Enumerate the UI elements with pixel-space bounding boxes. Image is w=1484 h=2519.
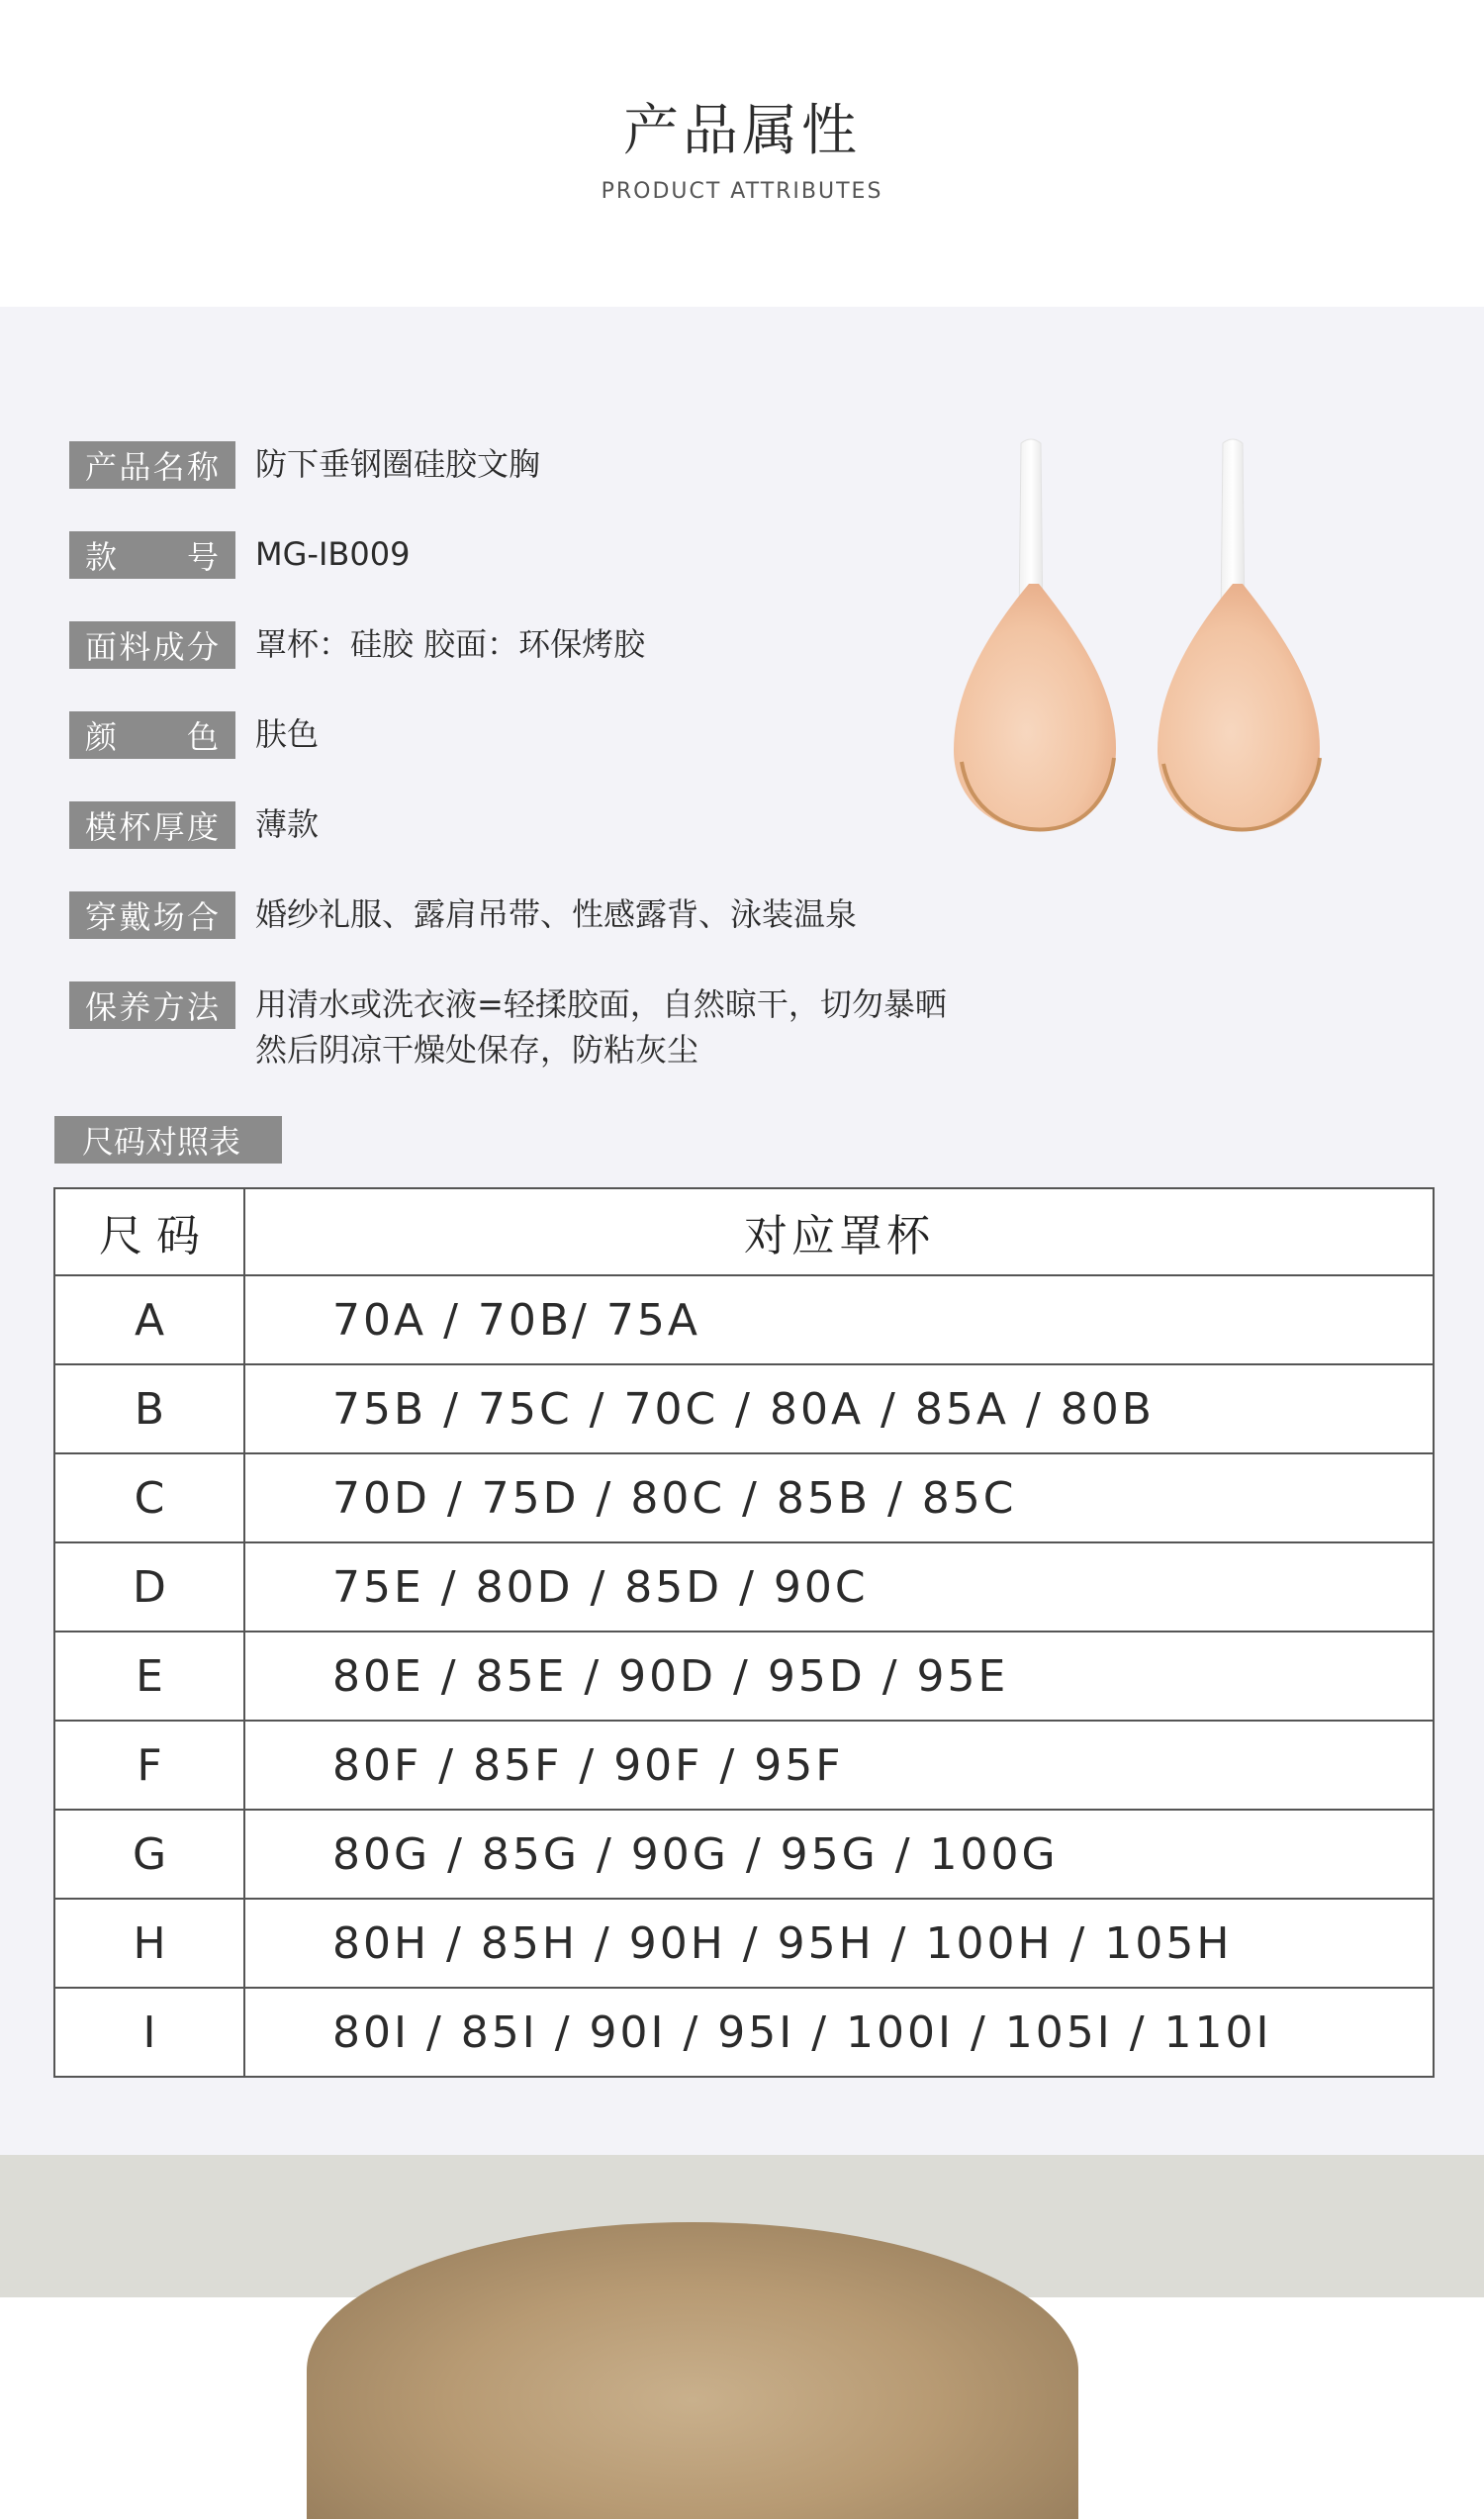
header-size: 尺 码 [54, 1188, 244, 1275]
size-cell: D [54, 1542, 244, 1632]
attribute-row-model [69, 531, 410, 579]
table-row [54, 1988, 1434, 2077]
size-cell: E [54, 1632, 244, 1721]
table-row [54, 1721, 1434, 1810]
attribute-label: 模杯厚度 [69, 801, 235, 849]
attribute-value: 防下垂钢圈硅胶文胸 [255, 445, 541, 483]
cups-cell: 70D / 75D / 80C / 85B / 85C [244, 1453, 1434, 1542]
attribute-row-material [69, 621, 645, 669]
attribute-row-color [69, 711, 319, 759]
attribute-row-thickness [69, 801, 319, 849]
attribute-value: 罩杯：硅胶 胶面：环保烤胶 [255, 625, 646, 663]
cups-cell: 80G / 85G / 90G / 95G / 100G [244, 1810, 1434, 1899]
cups-cell: 80H / 85H / 90H / 95H / 100H / 105H [244, 1899, 1434, 1988]
attribute-row-name [69, 441, 540, 489]
attribute-label: 产品名称 [69, 441, 235, 489]
cups-cell: 70A / 70B/ 75A [244, 1275, 1434, 1364]
header-cups: 对应罩杯 [244, 1188, 1434, 1275]
size-chart-tag: 尺码对照表 [54, 1116, 282, 1164]
size-cell: B [54, 1364, 244, 1453]
attribute-value: MG-IB009 [255, 535, 411, 573]
table-row [54, 1810, 1434, 1899]
product-image-silicone-cups [940, 435, 1336, 851]
cups-cell: 75B / 75C / 70C / 80A / 85A / 80B [244, 1364, 1434, 1453]
cups-cell: 80F / 85F / 90F / 95F [244, 1721, 1434, 1810]
size-cell: G [54, 1810, 244, 1899]
size-cell: C [54, 1453, 244, 1542]
left-cup [954, 439, 1116, 831]
attribute-label: 保养方法 [69, 981, 235, 1029]
attribute-value: 薄款 [255, 805, 320, 843]
table-row [54, 1364, 1434, 1453]
section-subtitle: PRODUCT ATTRIBUTES [601, 179, 883, 204]
section-header [0, 0, 1484, 307]
section-title: 产品属性 [623, 99, 861, 163]
model-hair-image [307, 2222, 1078, 2519]
size-cell: H [54, 1899, 244, 1988]
cups-cell: 75E / 80D / 85D / 90C [244, 1542, 1434, 1632]
attribute-label: 面料成分 [69, 621, 235, 669]
table-row [54, 1542, 1434, 1632]
attribute-value: 肤色 [255, 715, 320, 753]
size-cell: F [54, 1721, 244, 1810]
attribute-label: 穿戴场合 [69, 891, 235, 939]
attribute-row-care [69, 981, 947, 1073]
table-row [54, 1632, 1434, 1721]
cups-cell: 80E / 85E / 90D / 95D / 95E [244, 1632, 1434, 1721]
attribute-label: 颜 色 [69, 711, 235, 759]
size-cell: A [54, 1275, 244, 1364]
size-cell: I [54, 1988, 244, 2077]
attribute-row-occasion [69, 891, 857, 939]
size-chart-table [53, 1187, 1435, 2078]
attribute-label: 款 号 [69, 531, 235, 579]
table-row [54, 1275, 1434, 1364]
attribute-value: 婚纱礼服、露肩吊带、性感露背、泳装温泉 [255, 895, 858, 933]
cups-cell: 80I / 85I / 90I / 95I / 100I / 105I / 110I [244, 1988, 1434, 2077]
table-header-row [54, 1188, 1434, 1275]
attribute-value: 用清水或洗衣液=轻揉胶面，自然晾干，切勿暴晒 然后阴凉干燥处保存，防粘灰尘 [255, 985, 947, 1069]
table-row [54, 1453, 1434, 1542]
table-row [54, 1899, 1434, 1988]
right-cup [1158, 439, 1320, 831]
